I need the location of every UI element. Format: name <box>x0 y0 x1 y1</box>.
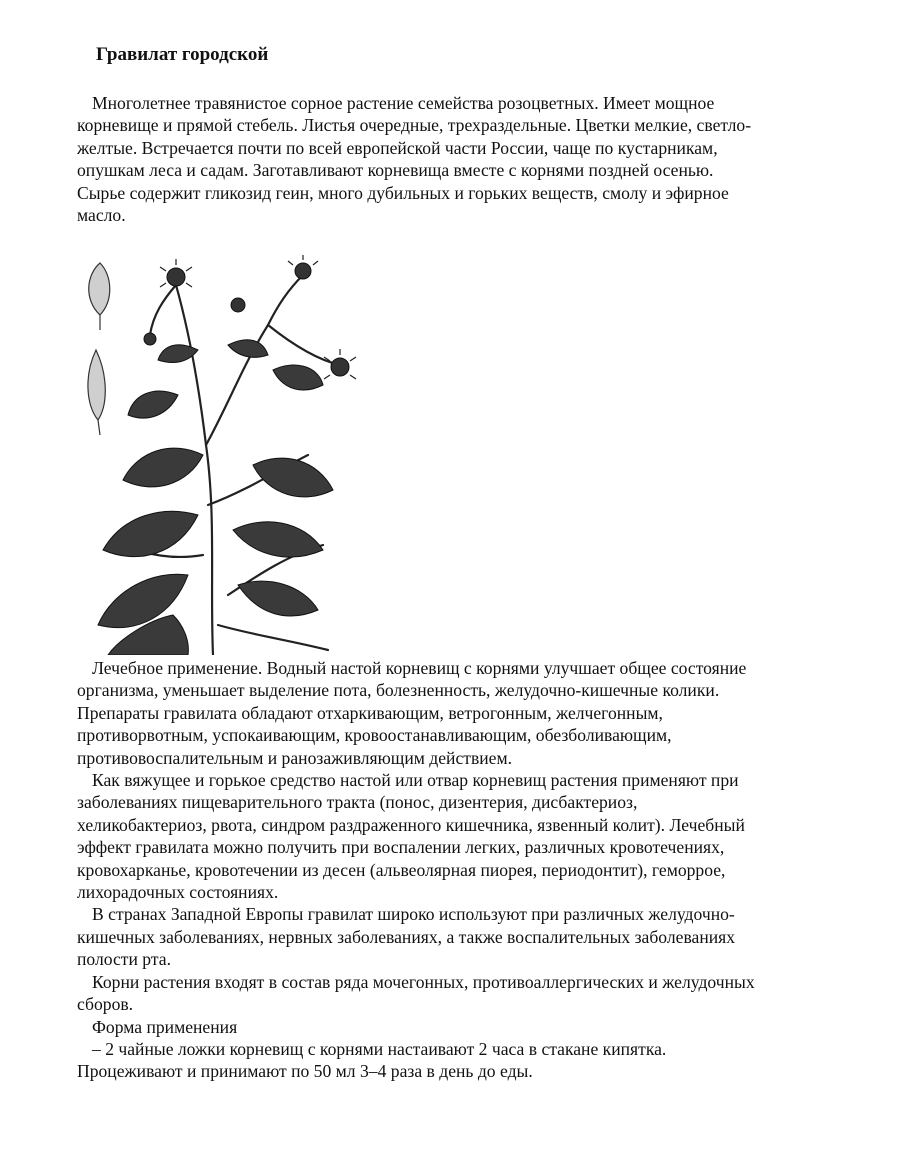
text-line: Многолетнее травянистое сорное растение семейства розоцветных. Имеет мощное <box>92 93 715 113</box>
text-line: масло. <box>77 205 126 226</box>
article-title: Гравилат городской <box>96 44 269 65</box>
text-line: опушкам леса и садам. Заготавливают корневища вместе с корнями поздней осенью. <box>77 160 714 181</box>
intro-paragraph <box>77 92 867 226</box>
text-line: полости рта. <box>77 949 171 970</box>
text-line: Лечебное применение. Водный настой корневищ с корнями улучшает общее состояние <box>92 658 747 678</box>
text-line: Сырье содержит гликозид геин, много дубильных и горьких веществ, смолу и эфирное <box>77 182 729 203</box>
body-text <box>77 657 867 1083</box>
plant-illustration <box>78 255 368 655</box>
text-line: корневище и прямой стебель. Листья очередные, трехраздельные. Цветки мелкие, светло- <box>77 115 752 136</box>
text-line: – 2 чайные ложки корневищ с корнями настаивают 2 часа в стакане кипятка. <box>92 1038 667 1059</box>
text-line: кровохарканье, кровотечении из десен (альвеолярная пиорея, периодонтит), геморрое, <box>77 859 726 880</box>
text-line: В странах Западной Европы гравилат широко используют при различных желудочно- <box>92 904 735 925</box>
text-line: кишечных заболеваниях, нервных заболеваниях, а также воспалительных заболеваниях <box>77 926 736 947</box>
text-line: Форма применения <box>92 1016 238 1037</box>
text-line: противорвотным, успокаивающим, кровоостанавливающим, обезболивающим, <box>77 725 672 746</box>
text-line: желтые. Встречается почти по всей европейской части России, чаще по кустарникам, <box>77 137 718 158</box>
text-line: Как вяжущее и горькое средство настой или отвар корневищ растения применяют при <box>92 770 739 791</box>
text-line: Препараты гравилата обладают отхаркивающим, ветрогонным, желчегонным, <box>77 702 663 723</box>
text-line: заболеваниях пищеварительного тракта (понос, дизентерия, дисбактериоз, <box>77 792 638 813</box>
text-line: эффект гравилата можно получить при воспалении легких, различных кровотечениях, <box>77 837 725 858</box>
text-line: хеликобактериоз, рвота, синдром раздраженного кишечника, язвенный колит). Лечебный <box>77 814 745 835</box>
plant-illustration-icon <box>78 255 368 655</box>
text-line: Процеживают и принимают по 50 мл 3–4 раза в день до еды. <box>77 1061 533 1082</box>
text-line: сборов. <box>77 994 134 1015</box>
text-line: организма, уменьшает выделение пота, болезненность, желудочно-кишечные колики. <box>77 680 720 701</box>
text-line: противовоспалительным и ранозаживляющим действием. <box>77 747 513 768</box>
text-line: Корни растения входят в состав ряда мочегонных, противоаллергических и желудочных <box>92 971 755 992</box>
text-line: лихорадочных состояниях. <box>77 882 279 903</box>
